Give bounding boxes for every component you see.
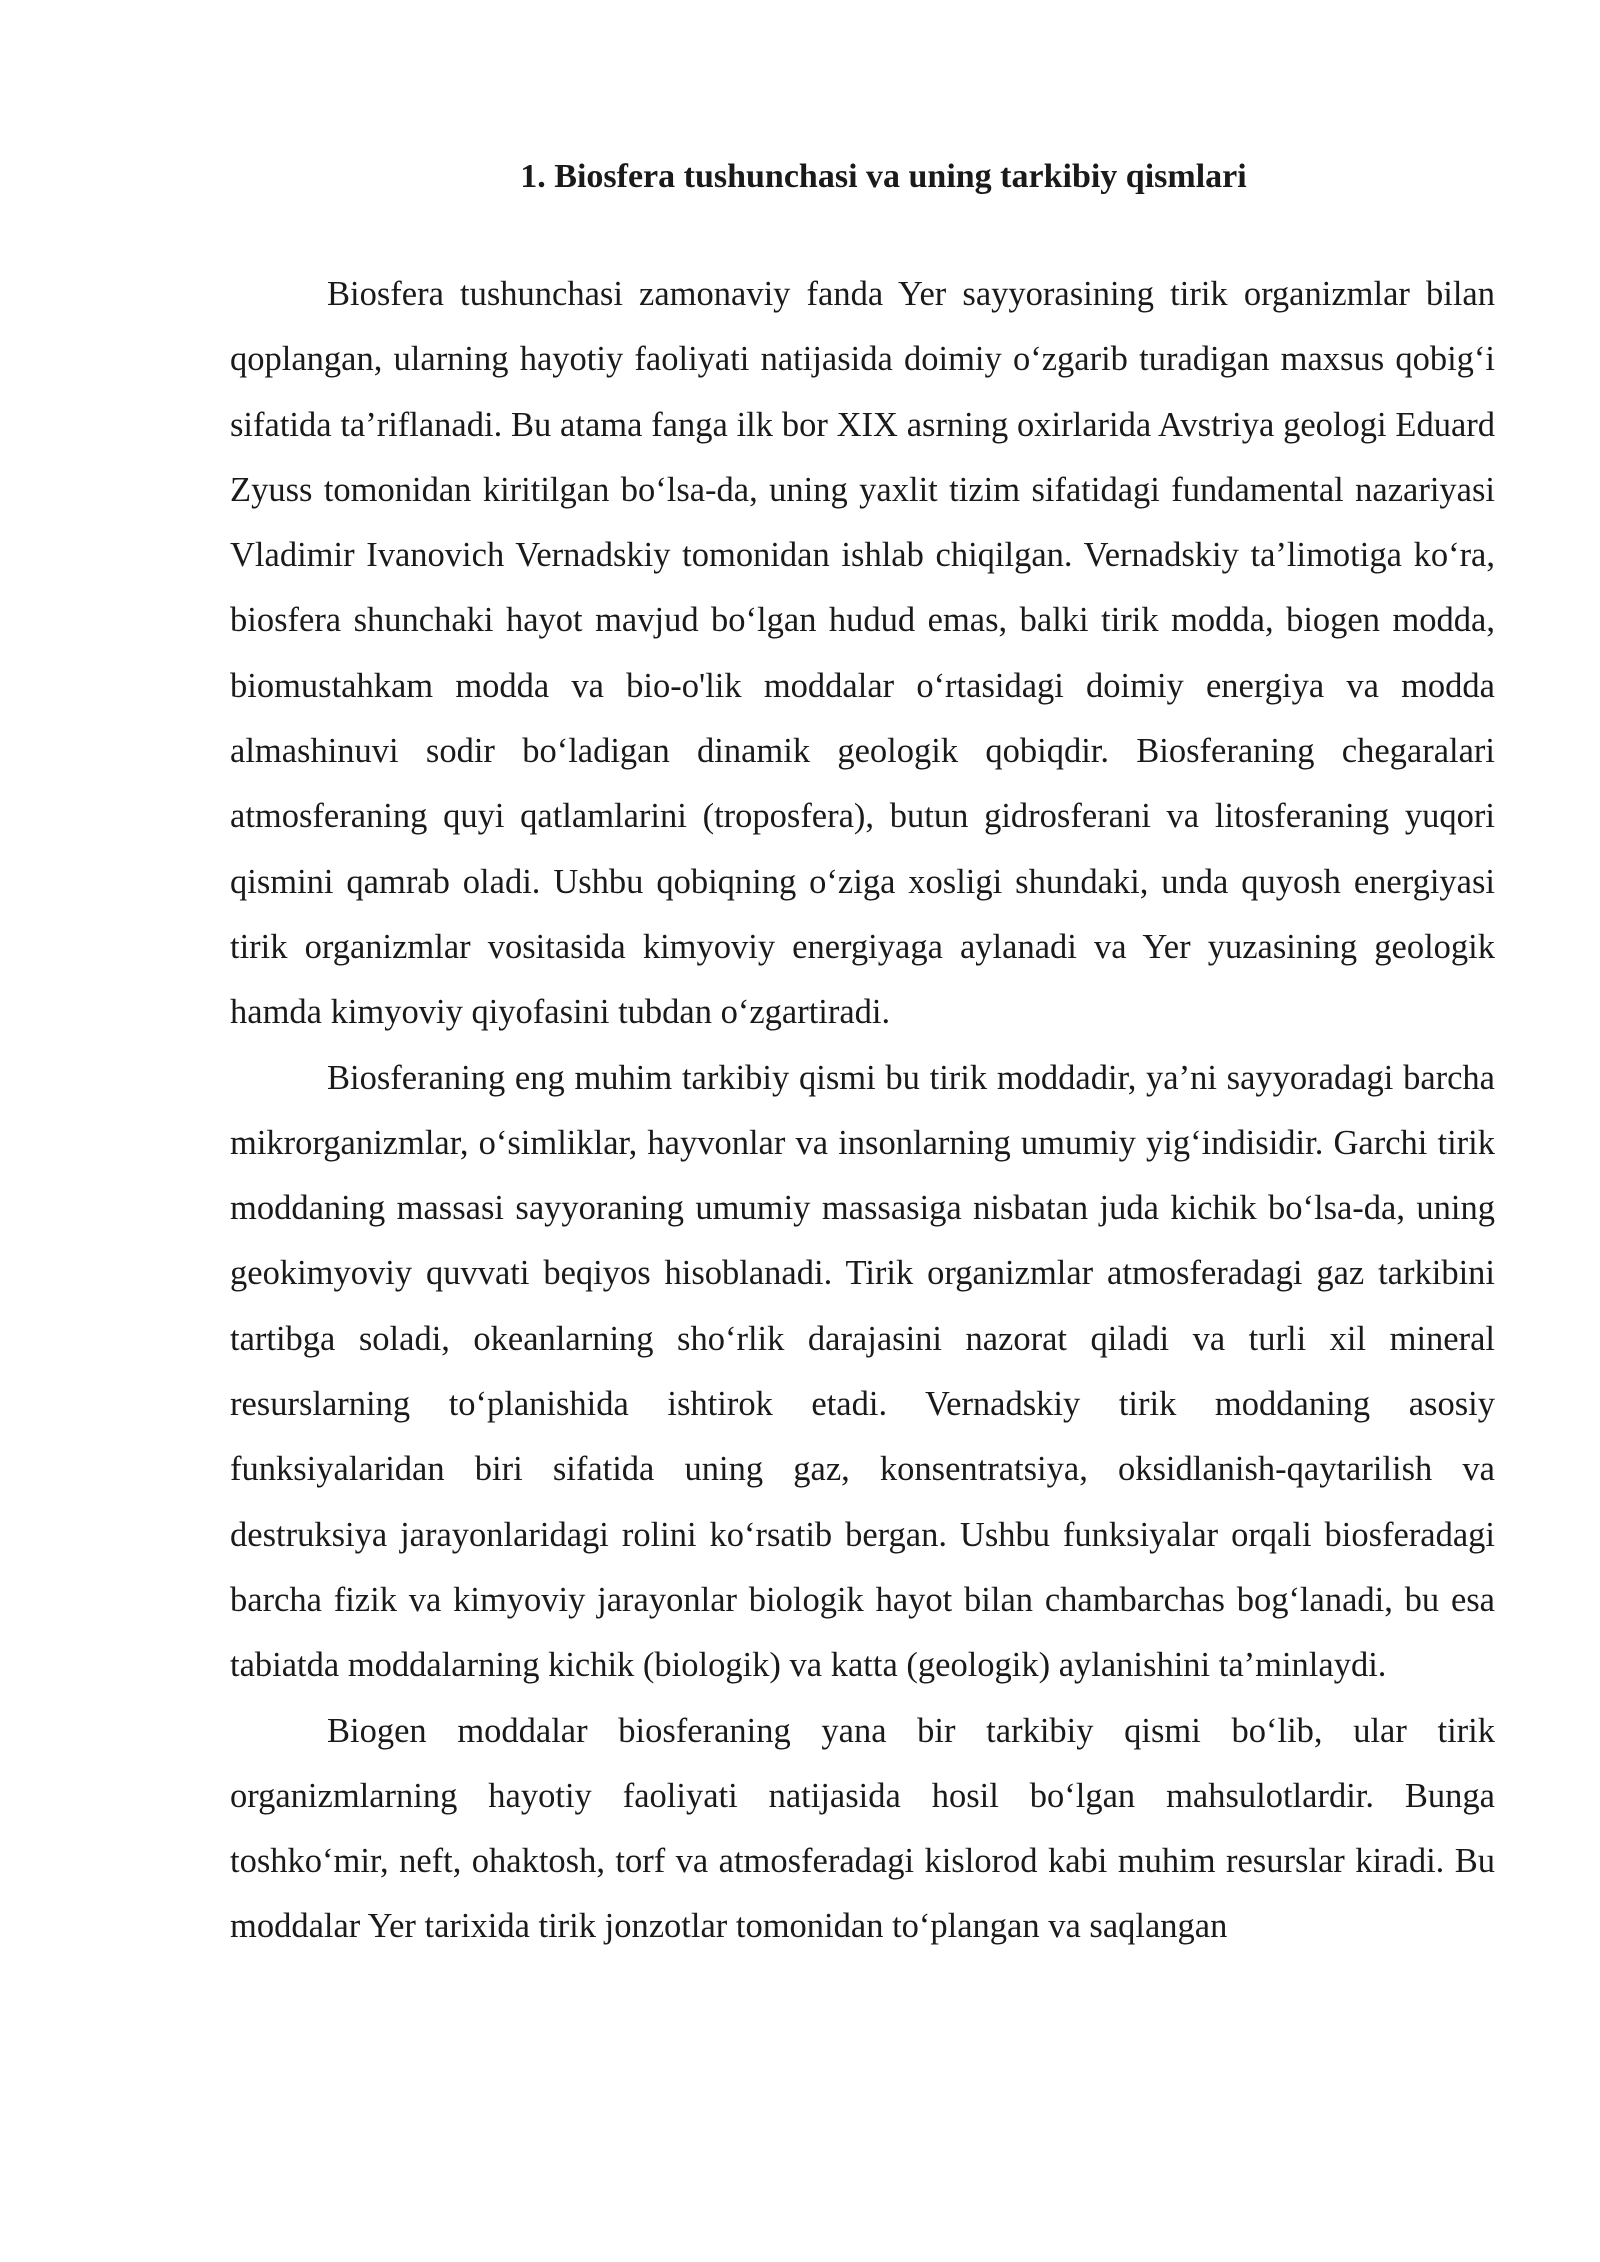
paragraph-2: Biosferaning eng muhim tarkibiy qismi bu tirik moddadir, ya’ni sayyoradagi barcha mikrorganizmlar, o‘simliklar, hayvonlar va insonlarning umumiy yig‘indisidir. Garchi tirik moddaning massasi sayyoraning umumiy massasiga nisbatan juda kichik bo‘lsa-da, uning geokimyoviy quvvati beqiyos hisoblanadi. Tirik organizmlar atmosferadagi gaz tarkibini tartibga soladi, okeanlarning sho‘rlik darajasini nazorat qiladi va turli xil mineral resurslarning to‘planishida ishtirok etadi. Vernadskiy tirik moddaning asosiy funksiyalaridan biri sifatida uning gaz, konsentratsiya, oksidlanish-qaytarilish va destruksiya jarayonlaridagi rolini ko‘rsatib bergan. Ushbu funksiyalar orqali biosferadagi barcha fizik va kimyoviy jarayonlar biologik hayot bilan chambarchas bog‘lanadi, bu esa tabiatda moddalarning kichik (biologik) va katta (geologik) aylanishini ta’minlaydi. <box>230 1058 1495 1685</box>
body-text <box>230 262 1495 1960</box>
document-content <box>230 150 1495 1960</box>
section-title: 1. Biosfera tushunchasi va uning tarkibiy qismlari <box>520 158 1247 195</box>
paragraph-1: Biosfera tushunchasi zamonaviy fanda Yer sayyorasining tirik organizmlar bilan qoplangan, ularning hayotiy faoliyati natijasida doimiy o‘zgarib turadigan maxsus qobig‘i sifatida ta’riflanadi. Bu atama fanga ilk bor XIX asrning oxirlarida Avstriya geologi Eduard Zyuss tomonidan kiritilgan bo‘lsa-da, uning yaxlit tizim sifatidagi fundamental nazariyasi Vladimir Ivanovich Vernadskiy tomonidan ishlab chiqilgan. Vernadskiy ta’limotiga ko‘ra, biosfera shunchaki hayot mavjud bo‘lgan hudud emas, balki tirik modda, biogen modda, biomustahkam modda va bio-o'lik moddalar o‘rtasidagi doimiy energiya va modda almashinuvi sodir bo‘ladigan dinamik geologik qobiqdir. Biosferaning chegaralari atmosferaning quyi qatlamlarini (troposfera), butun gidrosferani va litosferaning yuqori qismini qamrab oladi. Ushbu qobiqning o‘ziga xosligi shundaki, unda quyosh energiyasi tirik organizmlar vositasida kimyoviy energiyaga aylanadi va Yer yuzasining geologik hamda kimyoviy qiyofasini tubdan o‘zgartiradi. <box>230 275 1495 1032</box>
paragraph-3: Biogen moddalar biosferaning yana bir tarkibiy qismi bo‘lib, ular tirik organizmlarning hayotiy faoliyati natijasida hosil bo‘lgan mahsulotlardir. Bunga toshko‘mir, neft, ohaktosh, torf va atmosferadagi kislorod kabi muhim resurslar kiradi. Bu moddalar Yer tarixida tirik jonzotlar tomonidan to‘plangan va saqlangan <box>230 1711 1495 1946</box>
